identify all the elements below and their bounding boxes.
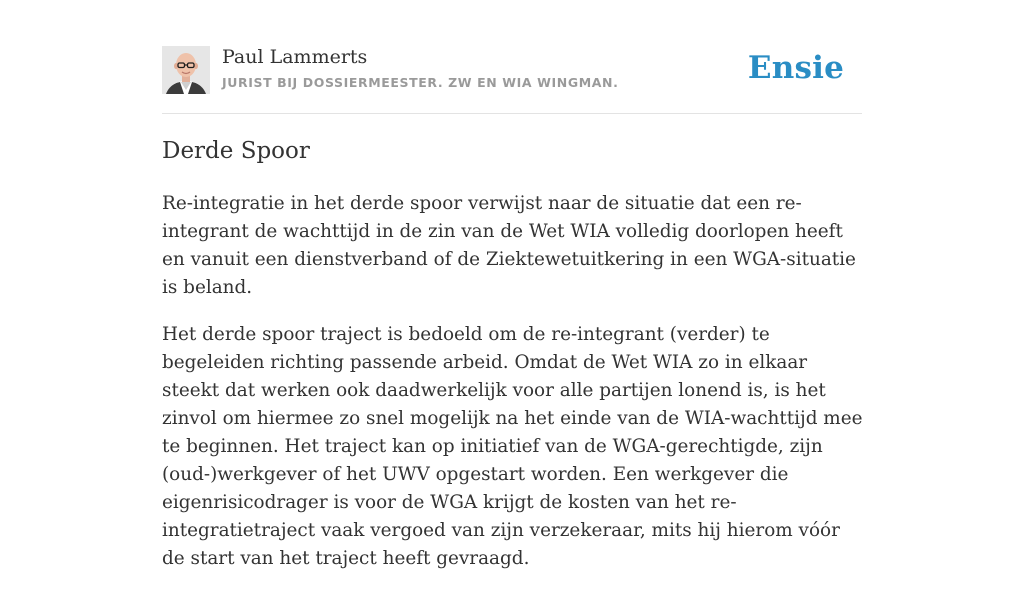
article-body bbox=[162, 190, 867, 592]
article-paragraph: Re-integratie in het derde spoor verwijst naar de situatie dat een re-integrant de wachttijd in de zin van de Wet WIA volledig doorlopen heeft en vanuit een dienstverband of de Ziektewetuitkering in een WGA-situatie is beland. bbox=[162, 193, 856, 298]
brand-logo[interactable]: Ensie bbox=[747, 50, 844, 86]
author-name[interactable]: Paul Lammerts bbox=[222, 46, 368, 68]
article-paragraph: Het derde spoor traject is bedoeld om de re-integrant (verder) te begeleiden richting passende arbeid. Omdat de Wet WIA zo in elkaar steekt dat werken ook daadwerkelijk voor alle partijen lonend is, is het zinvol om hiermee zo snel mogelijk na het einde van de WIA-wachttijd mee te beginnen. Het traject kan op initiatief van de WGA-gerechtigde, zijn (oud-)werkgever of het UWV opgestart worden. Een werkgever die eigenrisicodrager is voor de WGA krijgt de kosten van het re-integratietraject vaak vergoed van zijn verzekeraar, mits hij hierom vóór de start van het traject heeft gevraagd. bbox=[162, 324, 863, 569]
article-title: Derde Spoor bbox=[162, 138, 310, 164]
article-header bbox=[162, 46, 862, 96]
author-photo-icon bbox=[162, 46, 210, 94]
author-bio: JURIST BIJ DOSSIERMEESTER. ZW EN WIA WINGMAN. bbox=[222, 75, 619, 90]
header-divider bbox=[162, 113, 862, 114]
author-avatar[interactable] bbox=[162, 46, 210, 94]
